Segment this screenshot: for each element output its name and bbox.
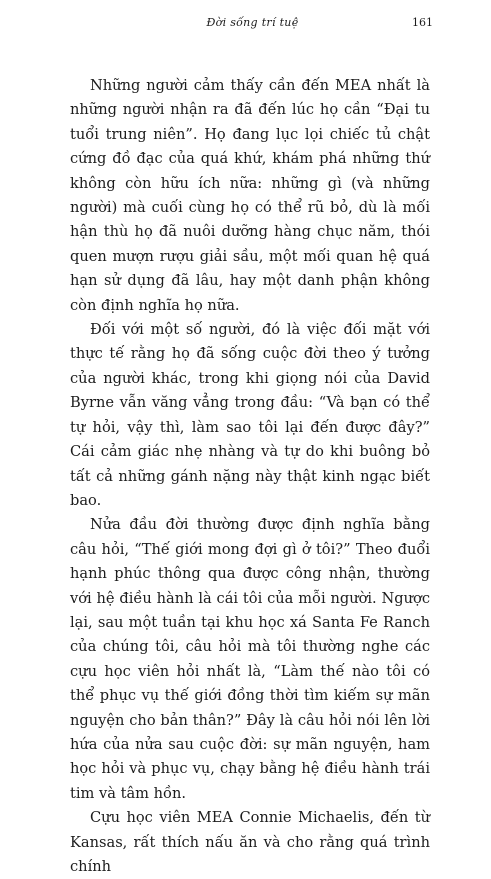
paragraph: Nửa đầu đời thường được định nghĩa bằng câu hỏi, “Thế giới mong đợi gì ở tôi?” Theo đuổi hạnh phúc thông qua được công nhận, thường với hệ điều hành là cái tôi của mỗi người. Ngược lại, sau một tuần tại khu học xá Santa Fe Ranch của chúng tôi, câu hỏi mà tôi thường nghe các cựu học viên hỏi nhất là, “Làm thế nào tôi có thể phục vụ thế giới đồng thời tìm kiếm sự mãn nguyện cho bản thân?” Đây là câu hỏi nói lên lời hứa của nửa sau cuộc đời: sự mãn nguyện, ham học hỏi và phục vụ, chạy bằng hệ điều hành trái tim và tâm hồn.	[70, 516, 430, 802]
body-text	[70, 74, 430, 879]
page-header	[72, 16, 433, 32]
paragraph: Những người cảm thấy cần đến MEA nhất là những người nhận ra đã đến lúc họ cần “Đại tu tuổi trung niên”. Họ đang lục lọi chiếc tủ chật cứng đồ đạc của quá khứ, khám phá những thứ không còn hữu ích nữa: những gì (và những người) mà cuối cùng họ có thể rũ bỏ, dù là mối hận thù họ đã nuôi dưỡng hàng chục năm, thói quen mượn rượu giải sầu, một mối quan hệ quá hạn sử dụng đã lâu, hay một danh phận không còn định nghĩa họ nữa.	[70, 77, 430, 314]
paragraph: Đối với một số người, đó là việc đối mặt với thực tế rằng họ đã sống cuộc đời theo ý tưởng của người khác, trong khi giọng nói của David Byrne vẫn văng vẳng trong đầu: “Và bạn có thể tự hỏi, vậy thì, làm sao tôi lại đến được đây?” Cái cảm giác nhẹ nhàng và tự do khi buông bỏ tất cả những gánh nặng này thật kinh ngạc biết bao.	[70, 321, 430, 509]
running-title: Đời sống trí tuệ	[206, 16, 299, 29]
paragraph: Cựu học viên MEA Connie Michaelis, đến từ Kansas, rất thích nấu ăn và cho rằng quá trình chính	[70, 809, 430, 875]
page-number: 161	[412, 16, 433, 29]
